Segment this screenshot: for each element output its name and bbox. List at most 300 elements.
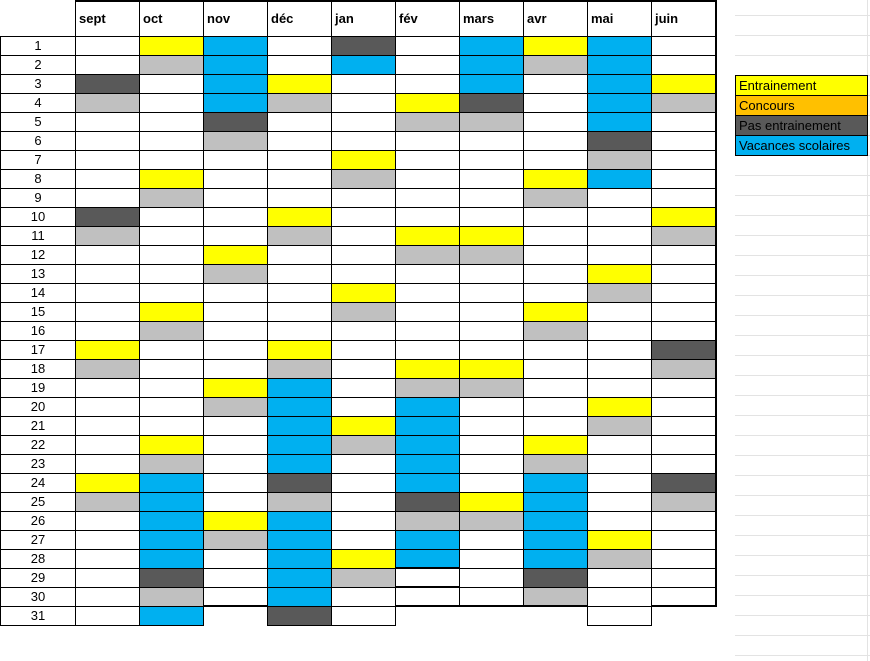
- day-cell[interactable]: [204, 55, 268, 74]
- day-cell[interactable]: [140, 549, 204, 568]
- day-label[interactable]: 5: [1, 112, 76, 131]
- day-cell[interactable]: [140, 492, 204, 511]
- day-cell[interactable]: [524, 150, 588, 169]
- day-cell[interactable]: [268, 606, 332, 625]
- day-cell[interactable]: [652, 207, 716, 226]
- day-cell[interactable]: [396, 55, 460, 74]
- day-cell[interactable]: [588, 74, 652, 93]
- day-cell[interactable]: [140, 340, 204, 359]
- day-cell[interactable]: [396, 549, 460, 568]
- day-cell[interactable]: [332, 302, 396, 321]
- day-cell[interactable]: [460, 264, 524, 283]
- day-cell[interactable]: [652, 321, 716, 340]
- day-cell[interactable]: [268, 340, 332, 359]
- day-label[interactable]: 10: [1, 207, 76, 226]
- day-cell[interactable]: [140, 530, 204, 549]
- day-cell[interactable]: [396, 264, 460, 283]
- day-cell[interactable]: [140, 188, 204, 207]
- day-cell[interactable]: [652, 473, 716, 492]
- day-cell[interactable]: [524, 226, 588, 245]
- day-label[interactable]: 22: [1, 435, 76, 454]
- day-cell[interactable]: [460, 511, 524, 530]
- day-cell[interactable]: [76, 169, 140, 188]
- day-cell[interactable]: [140, 359, 204, 378]
- day-cell[interactable]: [652, 549, 716, 568]
- day-cell[interactable]: [588, 55, 652, 74]
- day-cell[interactable]: [140, 112, 204, 131]
- day-cell[interactable]: [588, 454, 652, 473]
- day-cell[interactable]: [396, 416, 460, 435]
- day-cell[interactable]: [268, 302, 332, 321]
- day-cell[interactable]: [524, 378, 588, 397]
- month-header[interactable]: fév: [396, 1, 460, 36]
- day-label[interactable]: 11: [1, 226, 76, 245]
- day-cell[interactable]: [396, 454, 460, 473]
- day-cell[interactable]: [460, 36, 524, 55]
- month-header[interactable]: sept: [76, 1, 140, 36]
- day-cell[interactable]: [76, 93, 140, 112]
- day-cell[interactable]: [460, 55, 524, 74]
- day-label[interactable]: 17: [1, 340, 76, 359]
- day-cell[interactable]: [588, 397, 652, 416]
- day-cell[interactable]: [268, 36, 332, 55]
- day-label[interactable]: 30: [1, 587, 76, 606]
- day-cell[interactable]: [268, 321, 332, 340]
- day-cell[interactable]: [332, 207, 396, 226]
- day-cell[interactable]: [204, 587, 268, 606]
- day-cell[interactable]: [588, 188, 652, 207]
- day-label[interactable]: 29: [1, 568, 76, 587]
- day-cell[interactable]: [204, 74, 268, 93]
- day-cell[interactable]: [460, 340, 524, 359]
- month-header[interactable]: jan: [332, 1, 396, 36]
- day-cell[interactable]: [460, 359, 524, 378]
- day-cell[interactable]: [204, 340, 268, 359]
- day-cell[interactable]: [652, 397, 716, 416]
- day-cell[interactable]: [76, 606, 140, 625]
- day-cell[interactable]: [588, 264, 652, 283]
- day-cell[interactable]: [652, 340, 716, 359]
- day-cell[interactable]: [652, 416, 716, 435]
- day-cell[interactable]: [268, 416, 332, 435]
- day-cell[interactable]: [140, 226, 204, 245]
- day-cell[interactable]: [524, 511, 588, 530]
- day-cell[interactable]: [588, 36, 652, 55]
- day-cell[interactable]: [332, 131, 396, 150]
- day-cell[interactable]: [268, 397, 332, 416]
- day-cell[interactable]: [396, 378, 460, 397]
- day-cell[interactable]: [76, 511, 140, 530]
- day-cell[interactable]: [332, 416, 396, 435]
- day-cell[interactable]: [268, 245, 332, 264]
- day-cell[interactable]: [460, 150, 524, 169]
- day-cell[interactable]: [204, 378, 268, 397]
- day-cell[interactable]: [396, 397, 460, 416]
- day-cell[interactable]: [140, 245, 204, 264]
- day-label[interactable]: 24: [1, 473, 76, 492]
- day-label[interactable]: 23: [1, 454, 76, 473]
- day-cell[interactable]: [140, 264, 204, 283]
- day-cell[interactable]: [76, 74, 140, 93]
- day-cell[interactable]: [524, 245, 588, 264]
- day-cell[interactable]: [588, 340, 652, 359]
- day-cell[interactable]: [588, 93, 652, 112]
- day-cell[interactable]: [268, 226, 332, 245]
- day-cell[interactable]: [460, 492, 524, 511]
- day-label[interactable]: 28: [1, 549, 76, 568]
- day-cell[interactable]: [204, 207, 268, 226]
- day-cell[interactable]: [588, 378, 652, 397]
- day-cell[interactable]: [332, 264, 396, 283]
- day-cell[interactable]: [204, 549, 268, 568]
- day-cell[interactable]: [460, 188, 524, 207]
- day-cell[interactable]: [268, 492, 332, 511]
- day-cell[interactable]: [396, 131, 460, 150]
- day-cell[interactable]: [140, 321, 204, 340]
- day-cell[interactable]: [76, 302, 140, 321]
- day-label[interactable]: 8: [1, 169, 76, 188]
- day-cell[interactable]: [332, 549, 396, 568]
- day-cell[interactable]: [652, 74, 716, 93]
- day-cell[interactable]: [204, 321, 268, 340]
- day-cell[interactable]: [140, 416, 204, 435]
- day-cell[interactable]: [396, 207, 460, 226]
- day-label[interactable]: 31: [1, 606, 76, 625]
- day-cell[interactable]: [268, 93, 332, 112]
- day-label[interactable]: 14: [1, 283, 76, 302]
- day-cell[interactable]: [396, 321, 460, 340]
- day-cell[interactable]: [460, 245, 524, 264]
- day-cell[interactable]: [588, 207, 652, 226]
- day-cell[interactable]: [76, 283, 140, 302]
- month-header[interactable]: déc: [268, 1, 332, 36]
- day-cell[interactable]: [76, 321, 140, 340]
- day-cell[interactable]: [460, 416, 524, 435]
- day-cell[interactable]: [204, 454, 268, 473]
- day-label[interactable]: 2: [1, 55, 76, 74]
- day-cell[interactable]: [140, 36, 204, 55]
- day-cell[interactable]: [524, 74, 588, 93]
- day-cell[interactable]: [76, 188, 140, 207]
- legend-item[interactable]: Concours: [736, 96, 868, 116]
- legend-item[interactable]: Entrainement: [736, 76, 868, 96]
- day-cell[interactable]: [332, 321, 396, 340]
- day-cell[interactable]: [332, 454, 396, 473]
- day-cell[interactable]: [140, 454, 204, 473]
- day-cell[interactable]: [588, 530, 652, 549]
- day-cell[interactable]: [524, 340, 588, 359]
- day-cell[interactable]: [524, 587, 588, 606]
- day-cell[interactable]: [652, 530, 716, 549]
- month-header[interactable]: avr: [524, 1, 588, 36]
- day-label[interactable]: 18: [1, 359, 76, 378]
- day-label[interactable]: 6: [1, 131, 76, 150]
- day-cell[interactable]: [76, 397, 140, 416]
- month-header[interactable]: mai: [588, 1, 652, 36]
- day-label[interactable]: 20: [1, 397, 76, 416]
- day-cell[interactable]: [524, 359, 588, 378]
- day-cell[interactable]: [524, 416, 588, 435]
- day-cell[interactable]: [76, 416, 140, 435]
- day-cell[interactable]: [460, 587, 524, 606]
- day-cell[interactable]: [588, 321, 652, 340]
- day-cell[interactable]: [332, 169, 396, 188]
- day-label[interactable]: 1: [1, 36, 76, 55]
- day-cell[interactable]: [140, 74, 204, 93]
- day-cell[interactable]: [460, 112, 524, 131]
- day-cell[interactable]: [140, 302, 204, 321]
- day-label[interactable]: 16: [1, 321, 76, 340]
- day-label[interactable]: 3: [1, 74, 76, 93]
- day-cell[interactable]: [460, 378, 524, 397]
- day-label[interactable]: 13: [1, 264, 76, 283]
- day-label[interactable]: 25: [1, 492, 76, 511]
- day-cell[interactable]: [524, 321, 588, 340]
- day-label[interactable]: 27: [1, 530, 76, 549]
- month-header[interactable]: oct: [140, 1, 204, 36]
- day-cell[interactable]: [76, 131, 140, 150]
- day-cell[interactable]: [588, 549, 652, 568]
- day-cell[interactable]: [204, 93, 268, 112]
- day-cell[interactable]: [76, 55, 140, 74]
- day-cell[interactable]: [268, 169, 332, 188]
- day-cell[interactable]: [652, 150, 716, 169]
- day-cell[interactable]: [204, 359, 268, 378]
- day-cell[interactable]: [460, 74, 524, 93]
- day-cell[interactable]: [652, 492, 716, 511]
- day-cell[interactable]: [396, 226, 460, 245]
- day-cell[interactable]: [460, 283, 524, 302]
- day-cell[interactable]: [204, 245, 268, 264]
- day-cell[interactable]: [652, 511, 716, 530]
- day-cell[interactable]: [204, 226, 268, 245]
- day-cell[interactable]: [524, 188, 588, 207]
- day-cell[interactable]: [332, 55, 396, 74]
- day-cell[interactable]: [588, 492, 652, 511]
- day-cell[interactable]: [268, 568, 332, 587]
- day-cell[interactable]: [460, 530, 524, 549]
- day-cell[interactable]: [268, 587, 332, 606]
- day-cell[interactable]: [396, 112, 460, 131]
- day-cell[interactable]: [460, 435, 524, 454]
- day-cell[interactable]: [140, 587, 204, 606]
- day-cell[interactable]: [140, 511, 204, 530]
- day-cell[interactable]: [524, 207, 588, 226]
- day-cell[interactable]: [396, 511, 460, 530]
- day-cell[interactable]: [268, 112, 332, 131]
- day-cell[interactable]: [76, 359, 140, 378]
- day-cell[interactable]: [268, 283, 332, 302]
- day-cell[interactable]: [268, 74, 332, 93]
- day-cell[interactable]: [652, 55, 716, 74]
- day-cell[interactable]: [140, 150, 204, 169]
- day-cell[interactable]: [268, 359, 332, 378]
- day-cell[interactable]: [76, 245, 140, 264]
- day-cell[interactable]: [524, 93, 588, 112]
- legend-item[interactable]: Vacances scolaires: [736, 136, 868, 156]
- day-cell[interactable]: [268, 378, 332, 397]
- day-label[interactable]: 19: [1, 378, 76, 397]
- day-cell[interactable]: [204, 511, 268, 530]
- day-cell[interactable]: [396, 302, 460, 321]
- day-cell[interactable]: [332, 93, 396, 112]
- day-cell[interactable]: [332, 245, 396, 264]
- day-cell[interactable]: [76, 473, 140, 492]
- day-cell[interactable]: [588, 416, 652, 435]
- day-cell[interactable]: [652, 283, 716, 302]
- day-cell[interactable]: [396, 359, 460, 378]
- day-cell[interactable]: [652, 188, 716, 207]
- day-cell[interactable]: [332, 112, 396, 131]
- day-label[interactable]: 12: [1, 245, 76, 264]
- day-cell[interactable]: [396, 188, 460, 207]
- day-cell[interactable]: [140, 397, 204, 416]
- day-cell[interactable]: [332, 530, 396, 549]
- day-cell[interactable]: [76, 207, 140, 226]
- day-cell[interactable]: [268, 150, 332, 169]
- day-cell[interactable]: [268, 264, 332, 283]
- day-cell[interactable]: [204, 397, 268, 416]
- day-cell[interactable]: [268, 207, 332, 226]
- day-cell[interactable]: [396, 340, 460, 359]
- day-cell[interactable]: [76, 454, 140, 473]
- day-cell[interactable]: [460, 302, 524, 321]
- day-cell[interactable]: [524, 473, 588, 492]
- day-cell[interactable]: [204, 150, 268, 169]
- day-cell[interactable]: [460, 549, 524, 568]
- day-cell[interactable]: [268, 55, 332, 74]
- day-cell[interactable]: [204, 112, 268, 131]
- day-cell[interactable]: [396, 530, 460, 549]
- day-cell[interactable]: [652, 587, 716, 606]
- day-cell[interactable]: [396, 150, 460, 169]
- day-cell[interactable]: [460, 473, 524, 492]
- day-cell[interactable]: [652, 36, 716, 55]
- day-cell[interactable]: [268, 188, 332, 207]
- day-cell[interactable]: [140, 207, 204, 226]
- month-header[interactable]: nov: [204, 1, 268, 36]
- day-cell[interactable]: [588, 245, 652, 264]
- day-cell[interactable]: [524, 264, 588, 283]
- day-cell[interactable]: [140, 378, 204, 397]
- day-cell[interactable]: [460, 226, 524, 245]
- day-cell[interactable]: [76, 587, 140, 606]
- day-cell[interactable]: [524, 492, 588, 511]
- day-cell[interactable]: [332, 150, 396, 169]
- day-cell[interactable]: [460, 568, 524, 587]
- day-cell[interactable]: [76, 112, 140, 131]
- day-cell[interactable]: [332, 473, 396, 492]
- day-cell[interactable]: [524, 549, 588, 568]
- month-header[interactable]: juin: [652, 1, 716, 36]
- day-label[interactable]: 15: [1, 302, 76, 321]
- day-cell[interactable]: [332, 74, 396, 93]
- day-cell[interactable]: [588, 568, 652, 587]
- day-cell[interactable]: [76, 435, 140, 454]
- day-cell[interactable]: [268, 454, 332, 473]
- day-label[interactable]: 26: [1, 511, 76, 530]
- day-cell[interactable]: [652, 245, 716, 264]
- day-cell[interactable]: [76, 150, 140, 169]
- day-cell[interactable]: [140, 435, 204, 454]
- day-cell[interactable]: [396, 169, 460, 188]
- day-cell[interactable]: [140, 606, 204, 625]
- day-cell[interactable]: [652, 435, 716, 454]
- day-label[interactable]: 7: [1, 150, 76, 169]
- day-cell[interactable]: [76, 340, 140, 359]
- day-cell[interactable]: [268, 511, 332, 530]
- day-cell[interactable]: [204, 131, 268, 150]
- day-cell[interactable]: [268, 530, 332, 549]
- day-label[interactable]: 9: [1, 188, 76, 207]
- day-cell[interactable]: [204, 188, 268, 207]
- day-cell[interactable]: [396, 492, 460, 511]
- month-header[interactable]: mars: [460, 1, 524, 36]
- day-cell[interactable]: [204, 302, 268, 321]
- day-cell[interactable]: [76, 36, 140, 55]
- day-cell[interactable]: [268, 435, 332, 454]
- day-cell[interactable]: [332, 397, 396, 416]
- day-cell[interactable]: [76, 264, 140, 283]
- day-cell[interactable]: [204, 36, 268, 55]
- day-cell[interactable]: [524, 283, 588, 302]
- day-cell[interactable]: [396, 74, 460, 93]
- day-cell[interactable]: [140, 169, 204, 188]
- day-cell[interactable]: [268, 131, 332, 150]
- day-cell[interactable]: [204, 492, 268, 511]
- day-cell[interactable]: [140, 473, 204, 492]
- day-cell[interactable]: [140, 93, 204, 112]
- day-cell[interactable]: [140, 283, 204, 302]
- day-cell[interactable]: [652, 264, 716, 283]
- day-cell[interactable]: [588, 112, 652, 131]
- day-cell[interactable]: [332, 359, 396, 378]
- day-cell[interactable]: [332, 606, 396, 625]
- day-cell[interactable]: [460, 397, 524, 416]
- day-cell[interactable]: [332, 378, 396, 397]
- day-cell[interactable]: [652, 131, 716, 150]
- day-cell[interactable]: [588, 169, 652, 188]
- day-cell[interactable]: [204, 435, 268, 454]
- day-cell[interactable]: [140, 55, 204, 74]
- day-cell[interactable]: [204, 530, 268, 549]
- day-cell[interactable]: [524, 131, 588, 150]
- day-cell[interactable]: [204, 568, 268, 587]
- day-cell[interactable]: [524, 454, 588, 473]
- day-cell[interactable]: [652, 226, 716, 245]
- day-cell[interactable]: [332, 492, 396, 511]
- day-cell[interactable]: [588, 150, 652, 169]
- day-cell[interactable]: [588, 302, 652, 321]
- day-cell[interactable]: [460, 321, 524, 340]
- day-cell[interactable]: [652, 359, 716, 378]
- day-cell[interactable]: [460, 207, 524, 226]
- legend-item[interactable]: Pas entrainement: [736, 116, 868, 136]
- day-cell[interactable]: [204, 283, 268, 302]
- day-cell[interactable]: [140, 131, 204, 150]
- day-cell[interactable]: [588, 226, 652, 245]
- day-cell[interactable]: [396, 435, 460, 454]
- day-cell[interactable]: [396, 36, 460, 55]
- day-cell[interactable]: [652, 93, 716, 112]
- day-cell[interactable]: [76, 226, 140, 245]
- day-cell[interactable]: [396, 245, 460, 264]
- day-cell[interactable]: [588, 473, 652, 492]
- day-cell[interactable]: [332, 511, 396, 530]
- day-cell[interactable]: [332, 340, 396, 359]
- day-cell[interactable]: [76, 530, 140, 549]
- day-cell[interactable]: [652, 112, 716, 131]
